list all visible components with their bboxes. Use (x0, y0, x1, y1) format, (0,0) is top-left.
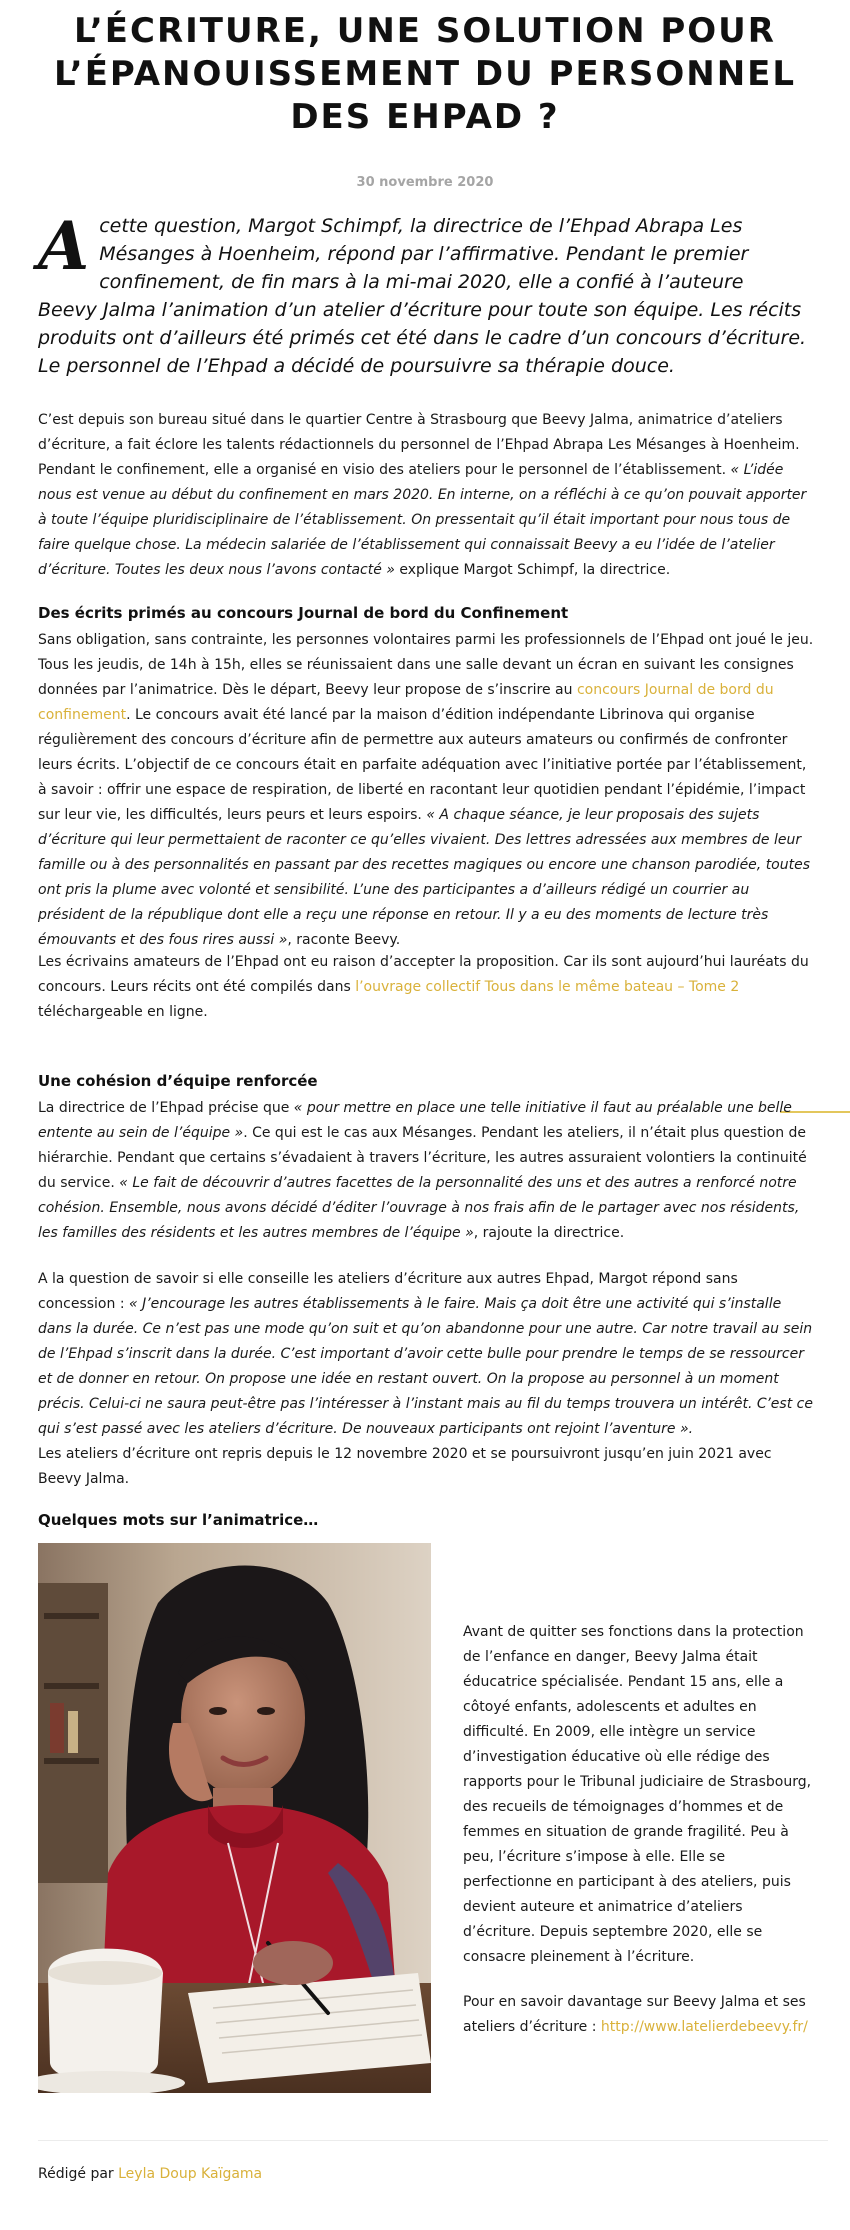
laureates-text: Les écrivains amateurs de l’Ehpad ont eu raison d’accepter la proposition. Car ils sont aujourd’hui lauréats du concours. Leurs récits ont été compilés dans (38, 954, 809, 995)
advice-quote: « J’encourage les autres établissements à le faire. Mais ça doit être une activité qui s’installe dans la durée. Ce n’est pas une mode qu’on suit et qu’on abandonne pour une autre. Car notre travail au sein de l’Ehpad s’inscrit dans la durée. C’est important d’avoir cette bulle pour prendre le temps de se ressourcer et de donner en retour. On propose une idée en restant ouvert. On la propose au personnel à un moment précis. Celui-ci ne saura peut-être pas l’intéresser à l’instant mais au fil du temps trouvera un intérêt. C’est ce qui s’est passé avec les ateliers d’écriture. De nouveaux participants ont rejoint l’aventure ». (38, 1296, 813, 1437)
intro-paragraph (38, 408, 818, 583)
more-info-text: Pour en savoir davantage sur Beevy Jalma et ses ateliers d’écriture : (463, 1994, 806, 2035)
advice-paragraph (38, 1267, 818, 1492)
bio-paragraph: Avant de quitter ses fonctions dans la protection de l’enfance en danger, Beevy Jalma était éducatrice spécialisée. Pendant 15 ans, elle a côtoyé enfants, adolescents et adultes en difficulté. En 2009, elle intègre un service d’investigation éducative où elle rédige des rapports pour le Tribunal judiciaire de Strasbourg, des recueils de témoignages d’hommes et de femmes en situation de grande fragilité. Peu à peu, l’écriture s’impose à elle. Elle se perfectionne en participant à des ateliers, puis devient auteure et animatrice d’ateliers d’écriture. Depuis septembre 2020, elle se consacre pleinement à l’écriture. (463, 1624, 812, 1965)
publish-date: 30 novembre 2020 (356, 175, 494, 190)
cohesion-text-2: . Ce qui est le cas aux Mésanges. Pendant les ateliers, il n’était plus question de hiérarchie. Pendant que certains s’évadaient à travers l’écriture, les autres assuraient volontiers la continuité du service. (38, 1125, 807, 1191)
laureates-text-2: téléchargeable en ligne. (38, 1004, 208, 1020)
website-link[interactable]: http://www.latelierdebeevy.fr/ (600, 2019, 808, 2035)
concours-attribution: , raconte Beevy. (287, 932, 401, 948)
portrait-illustration (38, 1543, 431, 2093)
advice-closing: Les ateliers d’écriture ont repris depuis le 12 novembre 2020 et se poursuivront jusqu’en juin 2021 avec Beevy Jalma. (38, 1446, 772, 1487)
section-heading-cohesion: Une cohésion d’équipe renforcée (38, 1072, 318, 1090)
cohesion-paragraph (38, 1096, 818, 1246)
cohesion-quote-2: « Le fait de découvrir d’autres facettes de la personnalité des uns et des autres a renforcé notre cohésion. Ensemble, nous avons décidé d’éditer l’ouvrage à nos frais afin de le partager avec nos résidents, les familles des résidents et les autres membres de l’équipe » (38, 1175, 800, 1241)
lead-text: cette question, Margot Schimpf, la directrice de l’Ehpad Abrapa Les Mésanges à Hoenheim, répond par l’affirmative. Pendant le premier confinement, de fin mars à la mi-mai 2020, elle a confié à l’auteure Beevy Jalma l’animation d’un atelier d’écriture pour toute son équipe. Les récits produits ont d’ailleurs été primés cet été dans le cadre d’un concours d’écriture. Le personnel de l’Ehpad a décidé de poursuivre sa thérapie douce. (38, 215, 807, 377)
divider (38, 2140, 828, 2141)
concours-quote: « A chaque séance, je leur proposais des sujets d’écriture qui leur permettaient de raconter ce qu’elles vivaient. Des lettres adressées aux membres de leur famille ou à des personnalités en passant par des recettes magiques ou encore une chanson parodiée, toutes ont pris la plume avec volonté et sensibilité. L’une des participantes a d’ailleurs rédigé un courrier au président de la république dont elle a reçu une réponse en retour. Il y a eu des moments de lecture très émouvants et des fous rires aussi » (38, 807, 811, 948)
concours-link[interactable]: concours Journal de bord du confinement (38, 682, 774, 723)
cohesion-quote-1: « pour mettre en place une telle initiative il faut au préalable une belle entente au sein de l’équipe » (38, 1100, 792, 1141)
author-link[interactable]: Leyla Doup Kaïgama (118, 2166, 263, 2182)
concours-text: Sans obligation, sans contrainte, les personnes volontaires parmi les professionnels de l’Ehpad ont joué le jeu. Tous les jeudis, de 14h à 15h, elles se réunissaient dans une salle devant un écran en suivant les consignes données par l’animatrice. Dès le départ, Beevy leur propose de s’inscrire au (38, 632, 814, 698)
byline-prefix: Rédigé par (38, 2166, 119, 2182)
intro-text: C’est depuis son bureau situé dans le quartier Centre à Strasbourg que Beevy Jalma, animatrice d’ateliers d’écriture, a fait éclore les talents rédactionnels du personnel de l’Ehpad Abrapa Les Mésanges à Hoenheim. Pendant le confinement, elle a organisé en visio des ateliers pour le personnel de l’établissement. (38, 412, 800, 478)
intro-attribution: explique Margot Schimpf, la directrice. (394, 562, 671, 578)
intro-quote: « L’idée nous est venue au début du confinement en mars 2020. En interne, on a réfléchi à ce qu’on pouvait apporter à toute l’équipe pluridisciplinaire de l’établissement. On pressentait qu’il était important pour nous tous de faire quelque chose. La médecin salariée de l’établissement qui connaissait Beevy a eu l’idée de l’atelier d’écriture. Toutes les deux nous l’avons contacté » (38, 462, 807, 578)
page-title: L’ÉCRITURE, UNE SOLUTION POUR L’ÉPANOUISSEMENT DU PERSONNEL DES EHPAD ? (53, 11, 797, 137)
concours-text-2: . Le concours avait été lancé par la maison d’édition indépendante Librinova qui organise régulièrement des concours d’écriture afin de permettre aux auteurs amateurs ou confirmés de confronter leurs écrits. L’objectif de ce concours était en parfaite adéquation avec l’initiative portée par l’établissement, à savoir : offrir une espace de respiration, de liberté en racontant leur quotidien pendant l’épidémie, l’impact sur leur vie, les difficultés, leurs peurs et leurs espoirs. (38, 707, 807, 823)
section-heading-animatrice: Quelques mots sur l’animatrice… (38, 1511, 319, 1529)
portrait-photo (38, 1543, 431, 2093)
concours-paragraph (38, 628, 818, 953)
drop-cap: A (38, 207, 90, 285)
ouvrage-link[interactable]: l’ouvrage collectif Tous dans le même bateau – Tome 2 (355, 979, 740, 995)
section-heading-concours: Des écrits primés au concours Journal de bord du Confinement (38, 604, 569, 622)
advice-text: A la question de savoir si elle conseille les ateliers d’écriture aux autres Ehpad, Margot répond sans concession : (38, 1271, 738, 1312)
cohesion-text: La directrice de l’Ehpad précise que (38, 1100, 294, 1116)
cohesion-attribution: , rajoute la directrice. (473, 1225, 625, 1241)
laureates-paragraph (38, 950, 818, 1025)
byline (38, 2166, 262, 2182)
more-info-paragraph (463, 1990, 813, 2040)
lead-paragraph (38, 207, 808, 380)
